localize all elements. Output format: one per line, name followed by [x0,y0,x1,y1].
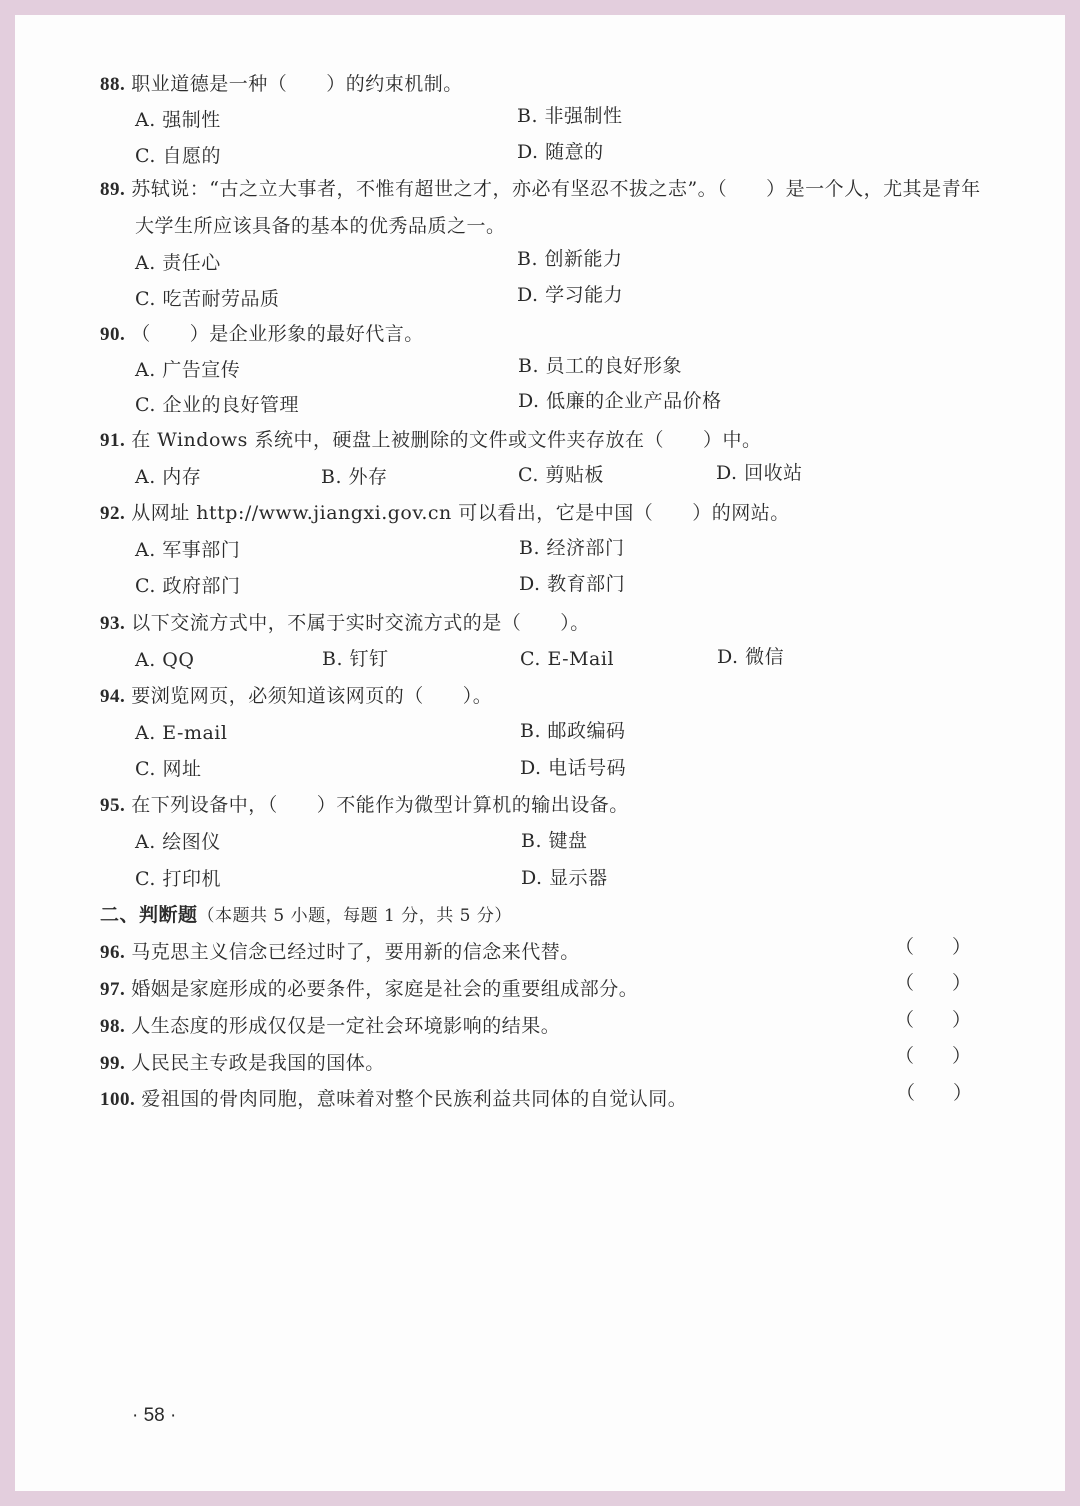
section-heading [100,903,512,928]
question-number: 90. [100,324,126,345]
question-92 [100,501,790,526]
question-88 [100,72,463,97]
question-stem: 在下列设备中，（ ）不能作为微型计算机的输出设备。 [131,794,629,816]
option-d: D. 教育部门 [519,573,626,595]
answer-blank: （ ） [896,1082,973,1104]
tf-question-96 [100,940,580,965]
question-stem: 婚姻是家庭形成的必要条件，家庭是社会的重要组成部分。 [131,978,639,1000]
option-c: C. 打印机 [135,868,221,890]
option-d: D. 随意的 [517,141,604,163]
question-stem: 苏轼说：“古之立大事者，不惟有超世之才，亦必有坚忍不拔之志”。（ ）是一个人，尤其是青年 [131,178,981,200]
question-number: 92. [100,503,126,524]
question-number: 88. [100,74,126,95]
option-d: D. 电话号码 [520,757,627,779]
section-note: （本题共 5 小题，每题 1 分，共 5 分） [197,906,512,926]
option-a: A. QQ [135,649,195,671]
option-c: C. E-Mail [520,648,615,670]
question-stem: 职业道德是一种（ ）的约束机制。 [131,73,463,95]
option-c: C. 政府部门 [135,575,241,597]
answer-blank: （ ） [895,972,972,994]
answer-blank: （ ） [895,1045,972,1067]
option-d: D. 学习能力 [517,284,624,306]
tf-question-98 [100,1014,560,1039]
question-90 [100,322,424,347]
option-b: B. 邮政编码 [520,720,626,742]
option-c: C. 网址 [135,758,202,780]
tf-question-97 [100,977,638,1002]
option-b: B. 非强制性 [517,105,623,127]
option-d: D. 微信 [717,646,785,668]
question-number: 96. [100,942,126,963]
option-b: B. 钉钉 [322,648,389,670]
answer-blank: （ ） [895,1009,972,1031]
question-number: 91. [100,430,126,451]
question-number: 99. [100,1053,126,1074]
question-stem: 马克思主义信念已经过时了，要用新的信念来代替。 [131,941,580,963]
option-b: B. 创新能力 [517,248,623,270]
option-c: C. 剪贴板 [518,464,604,486]
exam-page [15,15,1065,1491]
question-stem: （ ）是企业形象的最好代言。 [131,323,424,345]
question-89 [100,177,981,202]
page-number: · 58 · [132,1405,177,1426]
question-number: 89. [100,179,126,200]
tf-question-99 [100,1051,385,1076]
option-a: A. 内存 [135,466,202,488]
question-number: 95. [100,795,126,816]
question-94 [100,684,492,709]
question-95 [100,793,629,818]
option-a: A. 军事部门 [135,539,241,561]
option-b: B. 员工的良好形象 [518,355,683,377]
question-number: 93. [100,613,126,634]
option-d: D. 显示器 [521,867,608,889]
option-d: D. 低廉的企业产品价格 [518,390,722,412]
option-a: A. 责任心 [135,252,221,274]
question-stem: 要浏览网页，必须知道该网页的（ ）。 [131,685,493,707]
option-b: B. 经济部门 [519,537,625,559]
option-c: C. 吃苦耐劳品质 [135,288,280,310]
option-a: A. 强制性 [135,109,221,131]
question-stem: 从网址 http://www.jiangxi.gov.cn 可以看出，它是中国（ ）的网站。 [131,502,790,524]
question-number: 97. [100,979,126,1000]
option-a: A. 广告宣传 [135,359,241,381]
question-stem: 人民民主专政是我国的国体。 [131,1052,385,1074]
tf-question-100 [100,1087,687,1112]
question-number: 100. [100,1089,136,1110]
question-stem: 爱祖国的骨肉同胞，意味着对整个民族利益共同体的自觉认同。 [141,1088,688,1110]
question-stem: 在 Windows 系统中，硬盘上被删除的文件或文件夹存放在（ ）中。 [131,429,762,451]
answer-blank: （ ） [895,936,972,958]
option-a: A. 绘图仪 [135,831,221,853]
question-stem-continued: 大学生所应该具备的基本的优秀品质之一。 [135,215,506,237]
option-b: B. 外存 [321,466,388,488]
question-stem: 以下交流方式中，不属于实时交流方式的是（ ）。 [131,612,590,634]
option-a: A. E-mail [135,722,228,744]
option-b: B. 键盘 [521,830,588,852]
option-c: C. 企业的良好管理 [135,394,299,416]
question-93 [100,611,590,636]
section-title: 二、判断题 [100,904,198,926]
option-d: D. 回收站 [716,462,803,484]
option-c: C. 自愿的 [135,145,221,167]
question-number: 98. [100,1016,126,1037]
question-number: 94. [100,686,126,707]
question-91 [100,428,761,453]
question-stem: 人生态度的形成仅仅是一定社会环境影响的结果。 [131,1015,561,1037]
